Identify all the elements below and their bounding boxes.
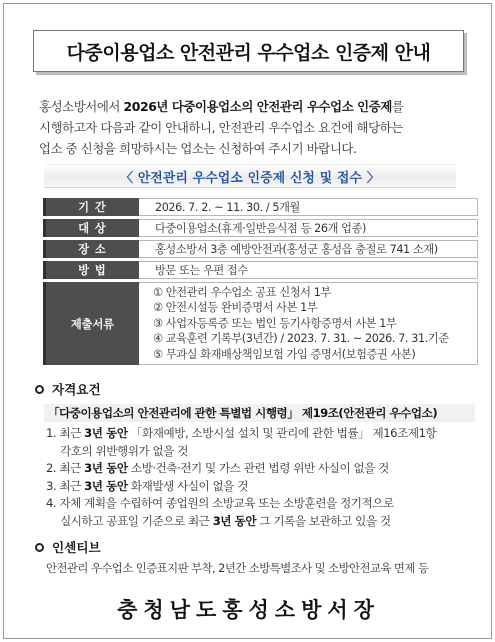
law-article: 제19조(안전관리 우수업소)	[298, 406, 438, 420]
title-box	[33, 30, 464, 72]
info-row-target	[43, 219, 478, 237]
intro-line-2: 시행하고자 다음과 같이 안내하니, 안전관리 우수업소 요건에 해당하는	[39, 120, 403, 135]
info-label: 제출서류	[43, 282, 139, 365]
info-label: 장 소	[43, 240, 139, 258]
req-text: 3. 최근	[46, 478, 85, 493]
document-item: ② 안전시설등 완비증명서 사본 1부	[153, 301, 318, 315]
req-text: 화재발생 사실이 없을 것	[127, 478, 249, 493]
req-highlight: 3년 동안	[84, 461, 128, 475]
intro-text: 를	[391, 99, 404, 114]
legal-basis	[44, 404, 475, 422]
info-value: 2026. 7. 2. ~ 11. 30. / 5개월	[139, 198, 478, 216]
intro-paragraph	[39, 96, 469, 159]
intro-line-1	[39, 96, 469, 117]
info-label: 기 간	[43, 198, 139, 216]
info-label: 방 법	[43, 261, 139, 279]
requirement-item	[46, 460, 476, 478]
requirement-item-cont: 각호의 위반행위가 없을 것	[60, 443, 188, 458]
req-highlight: 3년 동안	[84, 478, 128, 493]
intro-highlight: 2026년 다중이용업소의 안전관리 우수업소 인증제	[123, 99, 392, 114]
req-text: 「화재예방, 소방시설 설치 및 관리에 관한 법률」 제16조제1항	[127, 426, 437, 440]
page-title: 다중이용업소 안전관리 우수업소 인증제 안내	[66, 41, 431, 64]
info-row-documents	[43, 282, 478, 365]
incentive-heading	[35, 537, 101, 556]
application-info-table	[43, 195, 478, 368]
req-highlight: 3년 동안	[84, 426, 128, 440]
notice-page	[3, 3, 492, 639]
intro-text: 홍성소방서에서	[39, 99, 124, 114]
info-row-period	[43, 198, 478, 216]
req-text: 소방·건축·전기 및 가스 관련 법령 위반 사실이 없을 것	[127, 461, 389, 475]
info-value: 방문 또는 우편 접수	[139, 261, 478, 279]
section-title: 자격요건	[52, 382, 101, 397]
info-row-place	[43, 240, 478, 258]
req-text: 그 기록을 보관하고 있을 것	[256, 513, 391, 528]
info-value: 다중이용업소(휴게·일반음식점 등 26개 업종)	[139, 219, 478, 237]
requirement-item-cont	[46, 513, 476, 531]
application-banner: 〈 안전관리 우수업소 인증제 신청 및 접수 〉	[44, 164, 456, 188]
requirements-list	[46, 425, 476, 530]
info-label: 대 상	[43, 219, 139, 237]
requirement-item	[46, 425, 476, 443]
incentive-text: 안전관리 우수업소 인증표지판 부착, 2년간 소방특별조사 및 소방안전교육 면제 등	[46, 561, 429, 575]
section-title: 인센티브	[52, 540, 101, 555]
req-text: 실시하고 공표일 기준으로 최근	[60, 513, 213, 528]
req-text: 1. 최근	[46, 426, 85, 440]
document-item: ④ 교육훈련 기록부(3년간) / 2023. 7. 31. ~ 2026. 7. 31.기준	[153, 332, 449, 346]
requirement-item	[46, 478, 476, 496]
intro-line-3: 업소 중 신청을 희망하시는 업소는 신청하여 주시기 바랍니다.	[39, 141, 357, 156]
req-highlight: 3년 동안	[212, 513, 257, 528]
circle-bullet-icon	[35, 385, 44, 394]
requirements-heading	[35, 379, 101, 398]
requirement-item: 4. 자체 계획을 수립하여 종업원의 소방교육 또는 소방훈련을 정기적으로	[46, 496, 394, 510]
info-value: 홍성소방서 3층 예방안전과(홍성군 홍성읍 충절로 741 소재)	[139, 240, 478, 258]
document-item: ③ 사업자등록증 또는 법인 등기사항증명서 사본 1부	[153, 316, 397, 330]
circle-bullet-icon	[35, 543, 44, 552]
info-row-method	[43, 261, 478, 279]
document-item: ① 안전관리 우수업소 공표 신청서 1부	[153, 286, 331, 299]
law-name: 「다중이용업소의 안전관리에 관한 특별법 시행령」	[48, 406, 299, 420]
documents-list	[139, 282, 478, 365]
document-item: ⑤ 무과실 화재배상책임보험 가입 증명서(보험증권 사본)	[153, 347, 416, 361]
req-text: 2. 최근	[46, 461, 85, 475]
issuing-organization: 충청남도홍성소방서장	[117, 597, 380, 622]
